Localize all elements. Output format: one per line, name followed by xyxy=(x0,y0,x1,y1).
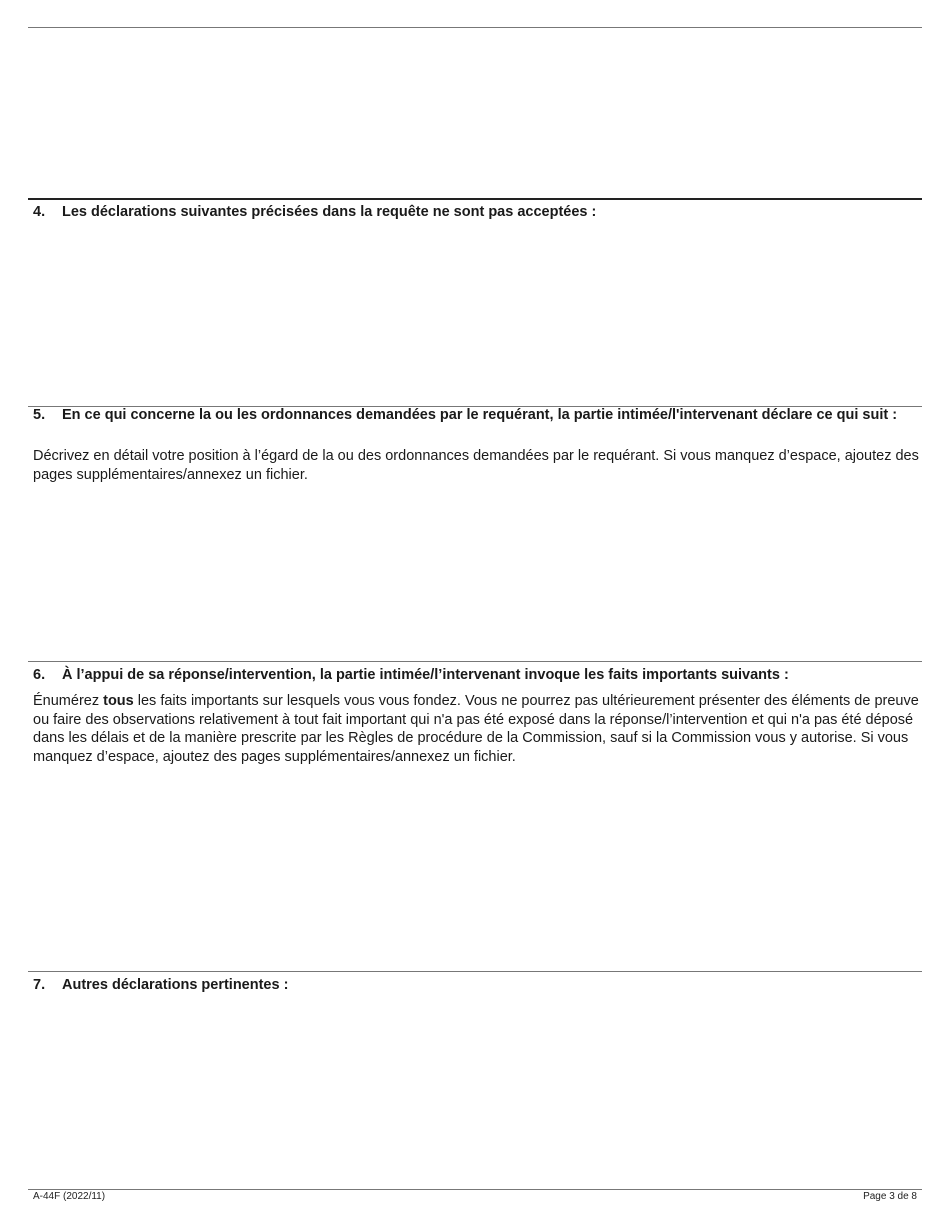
section-7-heading xyxy=(33,976,923,995)
form-code: A-44F (2022/11) xyxy=(33,1191,106,1202)
section-6-number: 6. xyxy=(33,667,46,683)
section-6-instructions-start: Énumérez xyxy=(33,693,104,709)
top-rule xyxy=(28,27,922,28)
section-6-rule xyxy=(28,661,922,662)
section-6-instructions-rest: les faits importants sur lesquels vous vous fondez. Vous ne pourrez pas ultérieurement présenter des éléments de preuve ou faire des observations relativement à tout fait important qui n'a pas été exposé dans la réponse/l’intervention et qui n'a pas été déposé dans les délais et de la manière prescrite par les Règles de procédure de la Commission, sauf si la Commission vous y autorise. Si vous manquez d’espace, ajoutez des pages supplémentaires/annexez un fichier. xyxy=(33,693,919,765)
section-7-answer-field[interactable] xyxy=(28,1000,922,1188)
section-5-instructions: Décrivez en détail votre position à l’égard de la ou des ordonnances demandées par le requérant. Si vous manquez d’espace, ajoutez des pages supplémentaires/annexez un fichier. xyxy=(33,448,919,483)
section-4-heading xyxy=(33,203,923,222)
section-5-answer-field[interactable] xyxy=(28,488,922,660)
section-6-heading xyxy=(33,666,923,685)
section-5-number: 5. xyxy=(33,407,46,423)
section-7-number: 7. xyxy=(33,977,46,993)
section-4-answer-field[interactable] xyxy=(28,226,922,404)
section-6-answer-field[interactable] xyxy=(28,770,922,970)
section-6-instructions-emphasis: tous xyxy=(103,693,134,709)
section-6-instructions xyxy=(33,692,923,766)
section-4-rule xyxy=(28,198,922,200)
section-7-rule xyxy=(28,971,922,972)
section-4-title: Les déclarations suivantes précisées dans la requête ne sont pas acceptées : xyxy=(62,204,597,220)
page-number: Page 3 de 8 xyxy=(863,1191,917,1202)
section-7-title: Autres déclarations pertinentes : xyxy=(62,977,289,993)
section-5-title: En ce qui concerne la ou les ordonnances demandées par le requérant, la partie intimée/l'intervenant déclare ce qui suit : xyxy=(62,407,898,423)
section-6-title: À l’appui de sa réponse/intervention, la partie intimée/l’intervenant invoque les faits importants suivants : xyxy=(62,667,789,683)
footer-rule xyxy=(28,1189,922,1190)
section-4-number: 4. xyxy=(33,204,46,220)
section-5-heading xyxy=(33,406,923,425)
previous-answer-field[interactable] xyxy=(28,29,922,197)
